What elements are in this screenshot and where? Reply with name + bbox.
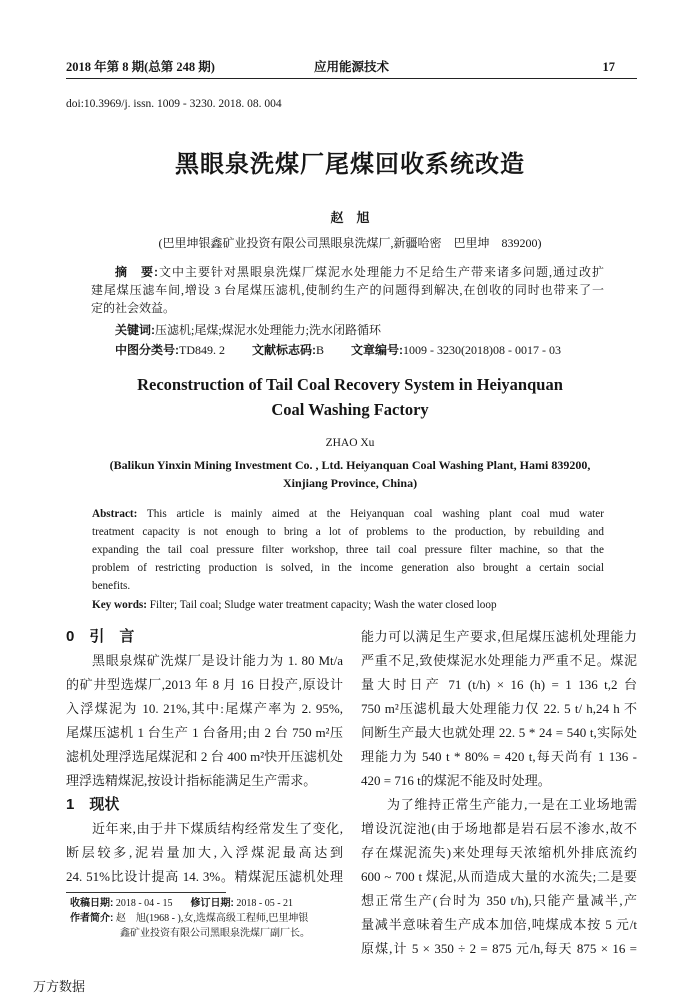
abstract-english-line: problem of restricting production is solved, in the income generation also brought a certain social: [92, 562, 604, 574]
received-label: 收稿日期:: [70, 898, 114, 909]
article-no-group: [351, 343, 561, 357]
footnote-author: [70, 911, 343, 926]
footnote-dates: [70, 896, 343, 911]
clc-group: [115, 343, 225, 357]
abstract-chinese-label: 摘 要:: [115, 265, 158, 279]
received-date: 2018 - 04 - 15: [115, 898, 173, 909]
affiliation-english-line: Xinjiang Province, China): [282, 476, 418, 490]
body-line: 24. 51%比设计提高 14. 3%。精煤泥压滤机处理: [66, 869, 343, 884]
article-no-value: 1009 - 3230(2018)08 - 0017 - 03: [403, 343, 561, 357]
keywords-english-text: Filter; Tail coal; Sludge water treatment capacity; Wash the water closed loop: [149, 599, 497, 611]
affiliation-english-line: (Balikun Yinxin Mining Investment Co. , Ltd. Heiyanquan Coal Washing Plant, Hami 839200,: [109, 458, 591, 472]
journal-issue: 2018 年第 8 期(总第 248 期): [66, 60, 215, 74]
abstract-chinese-line: 建尾煤压滤车间,增设 3 台尾煤压滤机,使制约生产的问题得到解决,在创收的同时也带来了一: [91, 283, 604, 297]
article-no-label: 文章编号:: [351, 343, 404, 357]
title-chinese: 黑眼泉洗煤厂尾煤回收系统改造: [175, 151, 525, 178]
section-heading-introduction: 0 引 言: [66, 628, 135, 645]
author-bio-text: 赵 旭(1968 - ),女,选煤高级工程师,巴里坤银: [115, 913, 309, 924]
abstract-english-line: [92, 505, 604, 523]
body-line: 原煤,计 5 × 350 ÷ 2 = 875 元/h,每天 875 × 16 =: [361, 941, 637, 956]
abstract-chinese-line: [91, 263, 604, 281]
body-line: 能力可以满足生产要求,但尾煤压滤机处理能力: [361, 629, 637, 644]
body-line: 存在煤泥流失)来处理每天浓缩机外排底流约: [361, 845, 637, 860]
body-line: 入浮煤泥为 10. 21%,其中:尾煤产率为 2. 95%,: [66, 701, 343, 716]
doc-code-value: B: [316, 343, 325, 357]
abstract-english-line: benefits.: [92, 580, 131, 592]
page-number: 17: [602, 60, 615, 74]
body-column-right: [361, 625, 637, 961]
database-watermark: 万方数据: [33, 979, 86, 994]
abstract-chinese-text: 文中主要针对黑眼泉洗煤厂煤泥水处理能力不足给生产带来诸多问题,通过改扩: [158, 265, 604, 279]
classification-line: [115, 341, 561, 359]
keywords-english: [92, 596, 497, 614]
body-line: 增设沉淀池(由于场地都是岩石层不渗水,故不: [361, 821, 637, 836]
section-heading-status: 1 现状: [66, 796, 120, 813]
footnote-divider: [66, 892, 226, 893]
body-line: 严重不足,致使煤泥水处理能力严重不足。煤泥: [361, 653, 637, 668]
abstract-english-text: This article is mainly aimed at the Heiyanquan coal washing plant coal mud water: [146, 508, 604, 520]
title-english-line: Coal Washing Factory: [271, 400, 429, 419]
title-english-line: Reconstruction of Tail Coal Recovery System in Heiyanquan: [137, 375, 563, 394]
body-line: 黑眼泉煤矿洗煤厂是设计能力为 1. 80 Mt/a: [92, 653, 343, 668]
keywords-chinese: [115, 321, 381, 339]
body-line: 600 ~ 700 t 煤泥,从而造成大量的水流失;二是要: [361, 869, 637, 884]
body-column-left: [66, 625, 343, 889]
footnote: [70, 896, 343, 941]
body-line: 想正常生产(台时为 350 t/h),只能产量减半,产: [361, 893, 637, 908]
author-chinese: 赵 旭: [330, 210, 370, 225]
abstract-english: [92, 505, 604, 595]
body-line: 750 m²压滤机最大处理能力仅 22. 5 t/ h,24 h 不: [361, 701, 637, 716]
body-line: 420 = 716 t的煤泥不能及时处理。: [361, 773, 551, 788]
affiliation-chinese: (巴里坤银鑫矿业投资有限公司黑眼泉洗煤厂,新疆哈密 巴里坤 839200): [158, 236, 542, 250]
doi: doi:10.3969/j. issn. 1009 - 3230. 2018. 08. 004: [66, 98, 282, 110]
body-line: 理浮选精煤泥,按设计指标能满足生产需求。: [66, 773, 317, 788]
abstract-english-label: Abstract:: [92, 508, 138, 520]
body-line: 尾煤压滤机 1 台生产 1 台备用;由 2 台 750 m²压: [66, 725, 343, 740]
abstract-english-line: expanding the tail coal pressure filter workshop, three tail coal pressure filter machine, so that the: [92, 544, 604, 556]
footnote-author-cont: 鑫矿业投资有限公司黑眼泉洗煤厂副厂长。: [120, 928, 310, 939]
author-english: ZHAO Xu: [325, 437, 375, 449]
clc-label: 中图分类号:: [115, 343, 179, 357]
body-line: 为了维持正常生产能力,一是在工业场地需: [387, 797, 637, 812]
keywords-english-label: Key words:: [92, 599, 147, 611]
revised-date: 2018 - 05 - 21: [236, 898, 294, 909]
title-english: [0, 372, 700, 422]
affiliation-english: [0, 456, 700, 492]
journal-name: 应用能源技术: [313, 60, 390, 74]
body-line: 的矿井型选煤厂,2013 年 8 月 16 日投产,原设计: [66, 677, 343, 692]
abstract-chinese: [91, 263, 604, 317]
body-line: 理能力为 540 t * 80% = 420 t,每天尚有 1 136 -: [361, 749, 637, 764]
body-line: 断层较多,泥岩量加大,入浮煤泥最高达到: [66, 845, 343, 860]
body-line: 量大时日产 71 (t/h) × 16 (h) = 1 136 t,2 台: [361, 677, 637, 692]
abstract-chinese-line: 定的社会效益。: [91, 301, 176, 315]
running-header: [66, 58, 637, 79]
doc-code-group: [252, 343, 324, 357]
doc-code-label: 文献标志码:: [252, 343, 316, 357]
body-line: 近年来,由于井下煤质结构经常发生了变化,: [92, 821, 343, 836]
abstract-english-line: treatment capacity is not enough to bring a lot of problems to the production, by rebuilding and: [92, 526, 604, 538]
revised-label: 修订日期:: [190, 898, 234, 909]
body-line: 间断生产最大也就处理 22. 5 * 24 = 540 t,实际处: [361, 725, 637, 740]
author-bio-label: 作者简介:: [70, 913, 114, 924]
clc-value: TD849. 2: [179, 343, 225, 357]
keywords-chinese-label: 关键词:: [115, 323, 155, 337]
body-line: 滤机处理浮选尾煤泥和 2 台 400 m²快开压滤机处: [66, 749, 343, 764]
keywords-chinese-text: 压滤机;尾煤;煤泥水处理能力;洗水闭路循环: [155, 323, 382, 337]
body-line: 量减半意味着生产成本加倍,吨煤成本按 5 元/t: [361, 917, 637, 932]
